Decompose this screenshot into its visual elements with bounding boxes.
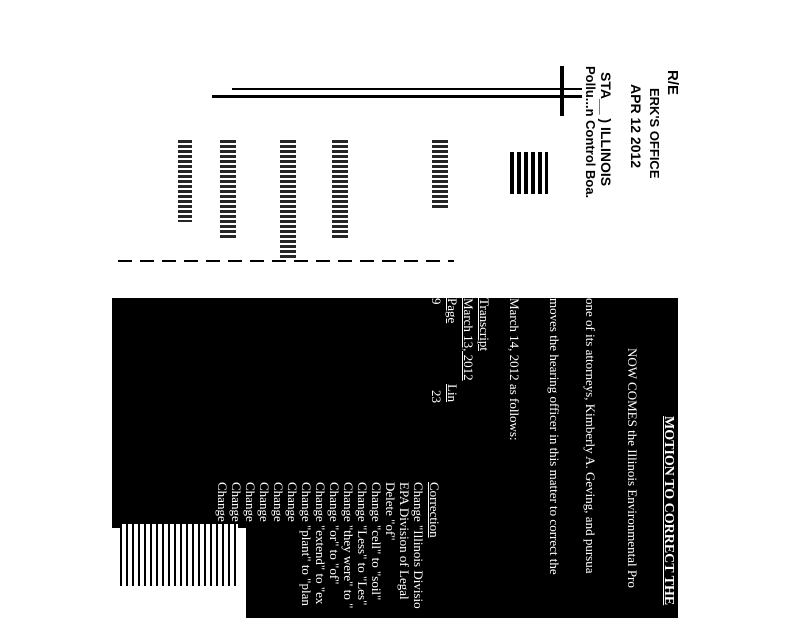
correction-item: Change "extend" to "ex xyxy=(313,482,328,605)
row-line-value: 23 xyxy=(429,390,444,403)
correction-item: Change "cell" to "soil" xyxy=(369,482,384,601)
correction-item: Change "they were" to " xyxy=(341,482,356,609)
stamp-line-5: Pollu...n Control Boa. xyxy=(583,66,598,199)
smudged-block-4 xyxy=(332,140,348,240)
stamp-rule xyxy=(212,95,582,98)
smudged-block-5 xyxy=(432,140,448,208)
smudged-block-1 xyxy=(178,140,192,222)
correction-item: Delete "of" xyxy=(383,482,398,541)
dashed-divider xyxy=(118,260,454,262)
correction-item: Change xyxy=(229,482,244,522)
motion-para-4: March 14, 2012 as follows: xyxy=(507,298,522,441)
document-panel xyxy=(112,298,678,618)
motion-title: MOTION TO CORRECT THE xyxy=(661,416,676,606)
transcript-date: March 13, 2012 xyxy=(461,298,476,381)
correction-item: Change "Illinois Divisio xyxy=(411,482,426,609)
correction-item: Change "Less" to "Les" xyxy=(355,482,370,606)
stamp-line-4: STA__ ) ILLINOIS xyxy=(598,72,614,187)
column-line-header: Lin xyxy=(445,384,460,403)
correction-item: Change xyxy=(243,482,258,522)
column-page-header: Page xyxy=(445,298,460,324)
smudged-block-3 xyxy=(280,140,296,258)
correction-item: Change "or" to "of" xyxy=(327,482,342,585)
motion-para-2: one of its attorneys, Kimberly A. Geving, and pursua xyxy=(583,298,598,574)
column-correction-header: Correction xyxy=(427,482,442,538)
stamp-line-2: ERK'S OFFICE xyxy=(647,88,662,179)
stamp-rule-2 xyxy=(232,88,582,90)
correction-item: Change xyxy=(271,482,286,522)
motion-para-1: NOW COMES the Illinois Environmental Pro xyxy=(625,348,640,588)
stamp-line-1: R/E xyxy=(664,70,681,96)
smudged-strip xyxy=(120,524,238,586)
correction-item: EPA Division of Legal xyxy=(397,482,412,600)
transcript-label: Transcript xyxy=(477,298,492,351)
correction-item: Change "plant" to "plan xyxy=(299,482,314,606)
stamp-rule-3 xyxy=(560,66,564,116)
correction-item: Change xyxy=(215,482,230,522)
correction-item: Change xyxy=(285,482,300,522)
correction-item: Change xyxy=(257,482,272,522)
stamp-line-3: APR 12 2012 xyxy=(628,84,644,169)
smudged-block-2 xyxy=(220,140,236,240)
smudged-mark xyxy=(510,152,548,194)
motion-para-3: moves the hearing officer in this matter to correct the xyxy=(547,298,562,575)
row-page-value: 9 xyxy=(429,298,444,305)
